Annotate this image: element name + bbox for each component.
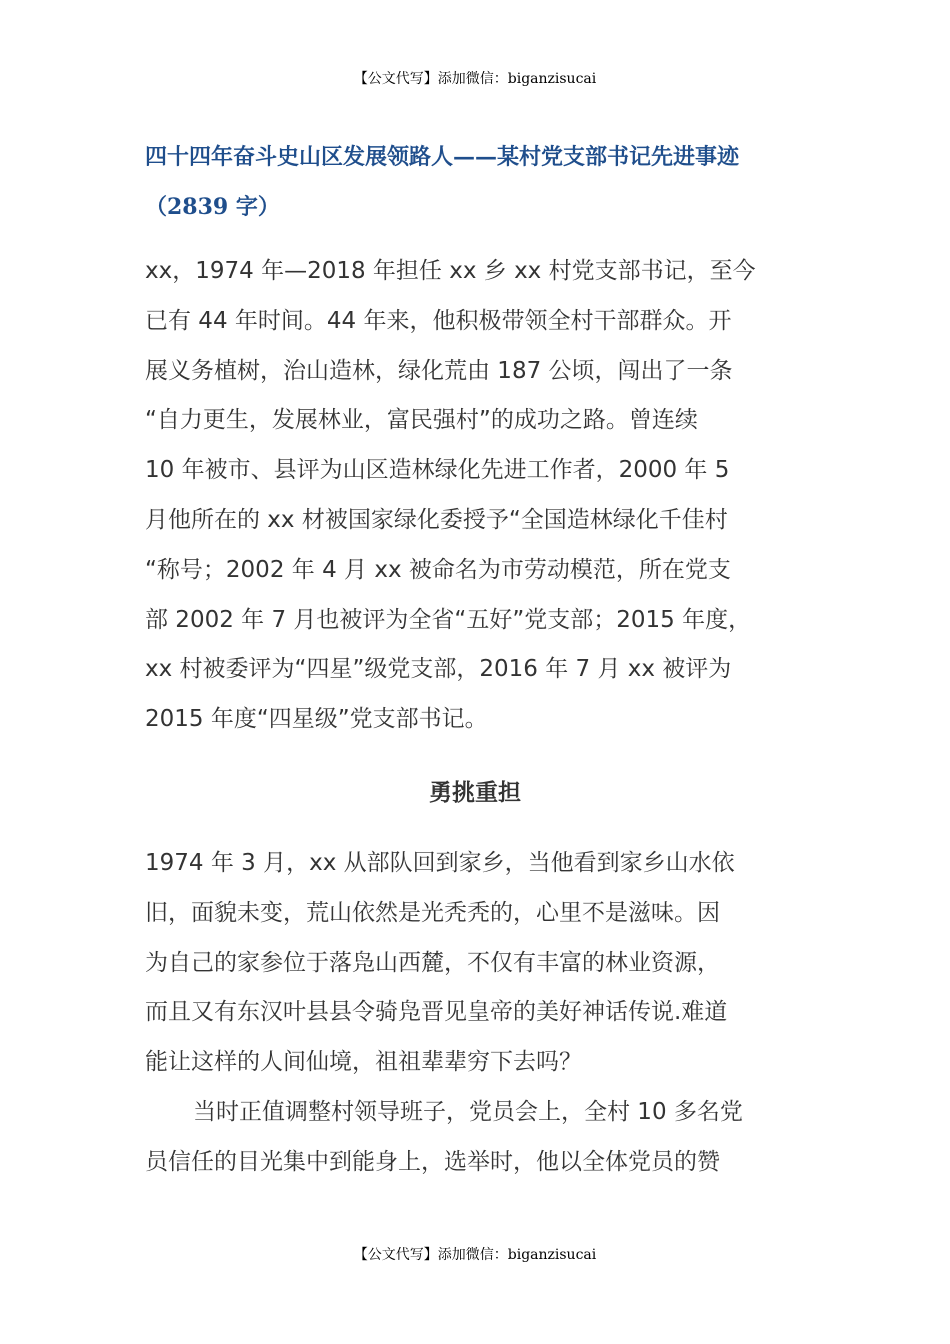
text-line: 1974 年 3 月，xx 从部队回到家乡，当他看到家乡山水依: [145, 850, 735, 876]
text-line: xx，1974 年—2018 年担任 xx 乡 xx 村党支部书记，至今: [145, 258, 756, 284]
page-header: 【公文代写】添加微信：biganzisucai: [353, 71, 597, 87]
text-line: 部 2002 年 7 月也被评为全省“五好”党支部；2015 年度，: [145, 606, 752, 633]
text-line: 已有 44 年时间。44 年来，他积极带领全村干部群众。开: [145, 307, 732, 334]
paragraph-section: [145, 839, 835, 1188]
text-line: 月他所在的 xx 材被国家绿化委授予“全国造林绿化千佳村: [145, 506, 728, 533]
title-line-1: 四十四年奋斗史山区发展领路人——某村党支部书记先进事迹: [145, 144, 740, 170]
text-line: 员信任的目光集中到能身上，选举时，他以全体党员的赞: [145, 1148, 720, 1175]
text-line: xx 村被委评为“四星”级党支部，2016 年 7 月 xx 被评为: [145, 656, 732, 683]
text-line: “称号；2002 年 4 月 xx 被命名为市劳动模范，所在党支: [145, 556, 731, 583]
text-line: 而且又有东汉叶县县令骑凫晋见皇帝的美好神话传说.难道: [145, 999, 728, 1026]
text-line: 展义务植树，治山造林，绿化荒由 187 公顷，闯出了一条: [145, 357, 733, 384]
text-line: 2015 年度“四星级”党支部书记。: [145, 706, 488, 733]
document-title: [145, 132, 825, 232]
text-line: 当时正值调整村领导班子，党员会上，全村 10 多名党: [193, 1098, 743, 1125]
text-line: “自力更生，发展林业，富民强村”的成功之路。曾连续: [145, 407, 698, 434]
title-line-2: （2839 字）: [145, 194, 280, 220]
text-line: 为自己的家参位于落凫山西麓，不仅有丰富的林业资源，: [145, 949, 720, 976]
text-line: 10 年被市、县评为山区造林绿化先进工作者，2000 年 5: [145, 457, 730, 484]
text-line: 能让这样的人间仙境，祖祖辈辈穷下去吗？: [145, 1049, 582, 1076]
text-line: 旧，面貌未变，荒山依然是光秃秃的，心里不是滋味。因: [145, 899, 720, 926]
page-footer: 【公文代写】添加微信：biganzisucai: [353, 1247, 597, 1263]
section-heading: 勇挑重担: [429, 780, 521, 806]
paragraph-intro: [145, 247, 835, 745]
